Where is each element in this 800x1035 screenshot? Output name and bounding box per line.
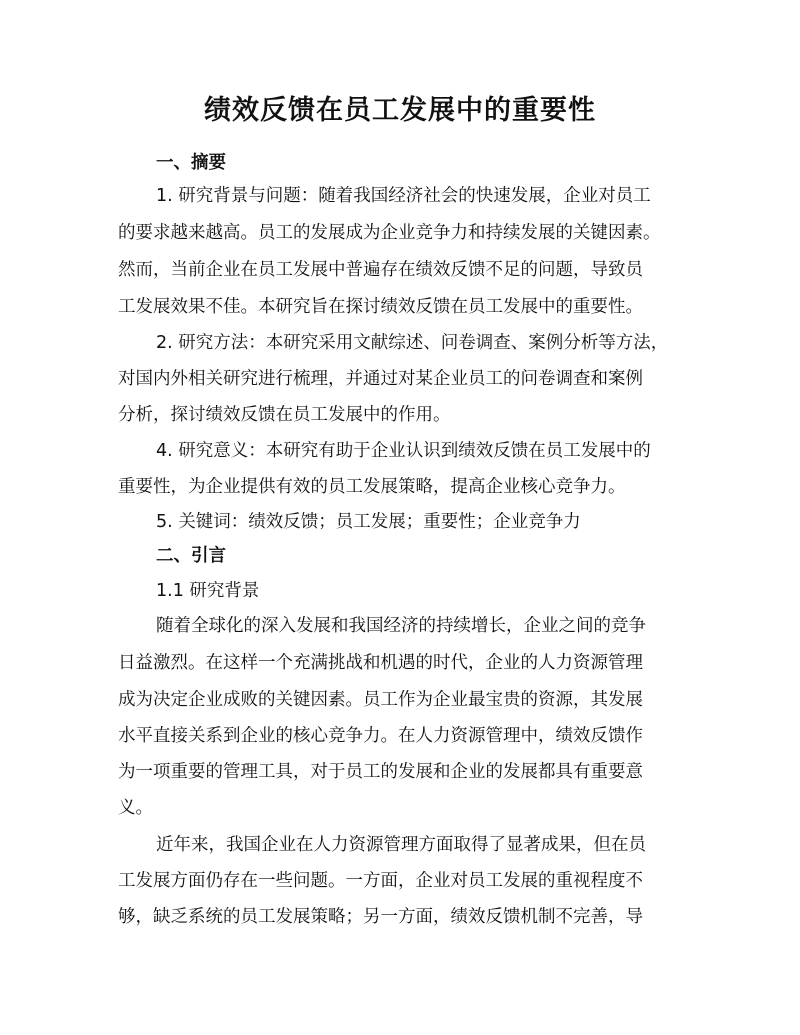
intro-paragraph-1-line-5: 为一项重要的管理工具，对于员工的发展和企业的发展都具有重要意 [118, 762, 643, 782]
intro-paragraph-2-line-1: 近年来，我国企业在人力资源管理方面取得了显著成果，但在员 [156, 835, 646, 855]
intro-paragraph-1-line-3: 成为决定企业成败的关键因素。员工作为企业最宝贵的资源，其发展 [118, 690, 643, 710]
intro-paragraph-2-line-2: 工发展方面仍存在一些问题。一方面，企业对员工发展的重视程度不 [118, 871, 643, 891]
intro-paragraph-1-line-2: 日益激烈。在这样一个充满挑战和机遇的时代，企业的人力资源管理 [118, 653, 643, 673]
abstract-item-2-line-1: 2. 研究方法：本研究采用文献综述、问卷调查、案例分析等方法， [156, 333, 669, 353]
document-title: 绩效反馈在员工发展中的重要性 [204, 95, 596, 126]
subsection-label: 1.1 研究背景 [156, 581, 260, 601]
section-heading-intro: 二、引言 [156, 546, 226, 566]
intro-paragraph-1-line-1: 随着全球化的深入发展和我国经济的持续增长，企业之间的竞争 [156, 616, 646, 636]
abstract-item-1-line-2: 的要求越来越高。员工的发展成为企业竞争力和持续发展的关键因素。 [118, 223, 661, 243]
abstract-item-3-line-1: 4. 研究意义：本研究有助于企业认识到绩效反馈在员工发展中的 [156, 441, 651, 461]
abstract-item-2-line-2: 对国内外相关研究进行梳理，并通过对某企业员工的问卷调查和案例 [118, 369, 643, 389]
intro-paragraph-2-line-3: 够，缺乏系统的员工发展策略；另一方面，绩效反馈机制不完善，导 [118, 907, 643, 927]
abstract-item-1-line-1: 1. 研究背景与问题：随着我国经济社会的快速发展，企业对员工 [156, 186, 651, 206]
intro-paragraph-1-line-4: 水平直接关系到企业的核心竞争力。在人力资源管理中，绩效反馈作 [118, 726, 643, 746]
abstract-item-3-line-2: 重要性，为企业提供有效的员工发展策略，提高企业核心竞争力。 [118, 477, 626, 497]
abstract-item-1-line-4: 工发展效果不佳。本研究旨在探讨绩效反馈在员工发展中的重要性。 [118, 297, 643, 317]
abstract-item-4-line-1: 5. 关键词：绩效反馈；员工发展；重要性；企业竞争力 [156, 512, 581, 532]
intro-paragraph-1-line-6: 义。 [118, 798, 153, 818]
abstract-item-1-line-3: 然而，当前企业在员工发展中普遍存在绩效反馈不足的问题，导致员 [118, 260, 643, 280]
abstract-item-2-line-3: 分析，探讨绩效反馈在员工发展中的作用。 [118, 405, 451, 425]
section-heading-abstract: 一、摘要 [156, 153, 226, 173]
